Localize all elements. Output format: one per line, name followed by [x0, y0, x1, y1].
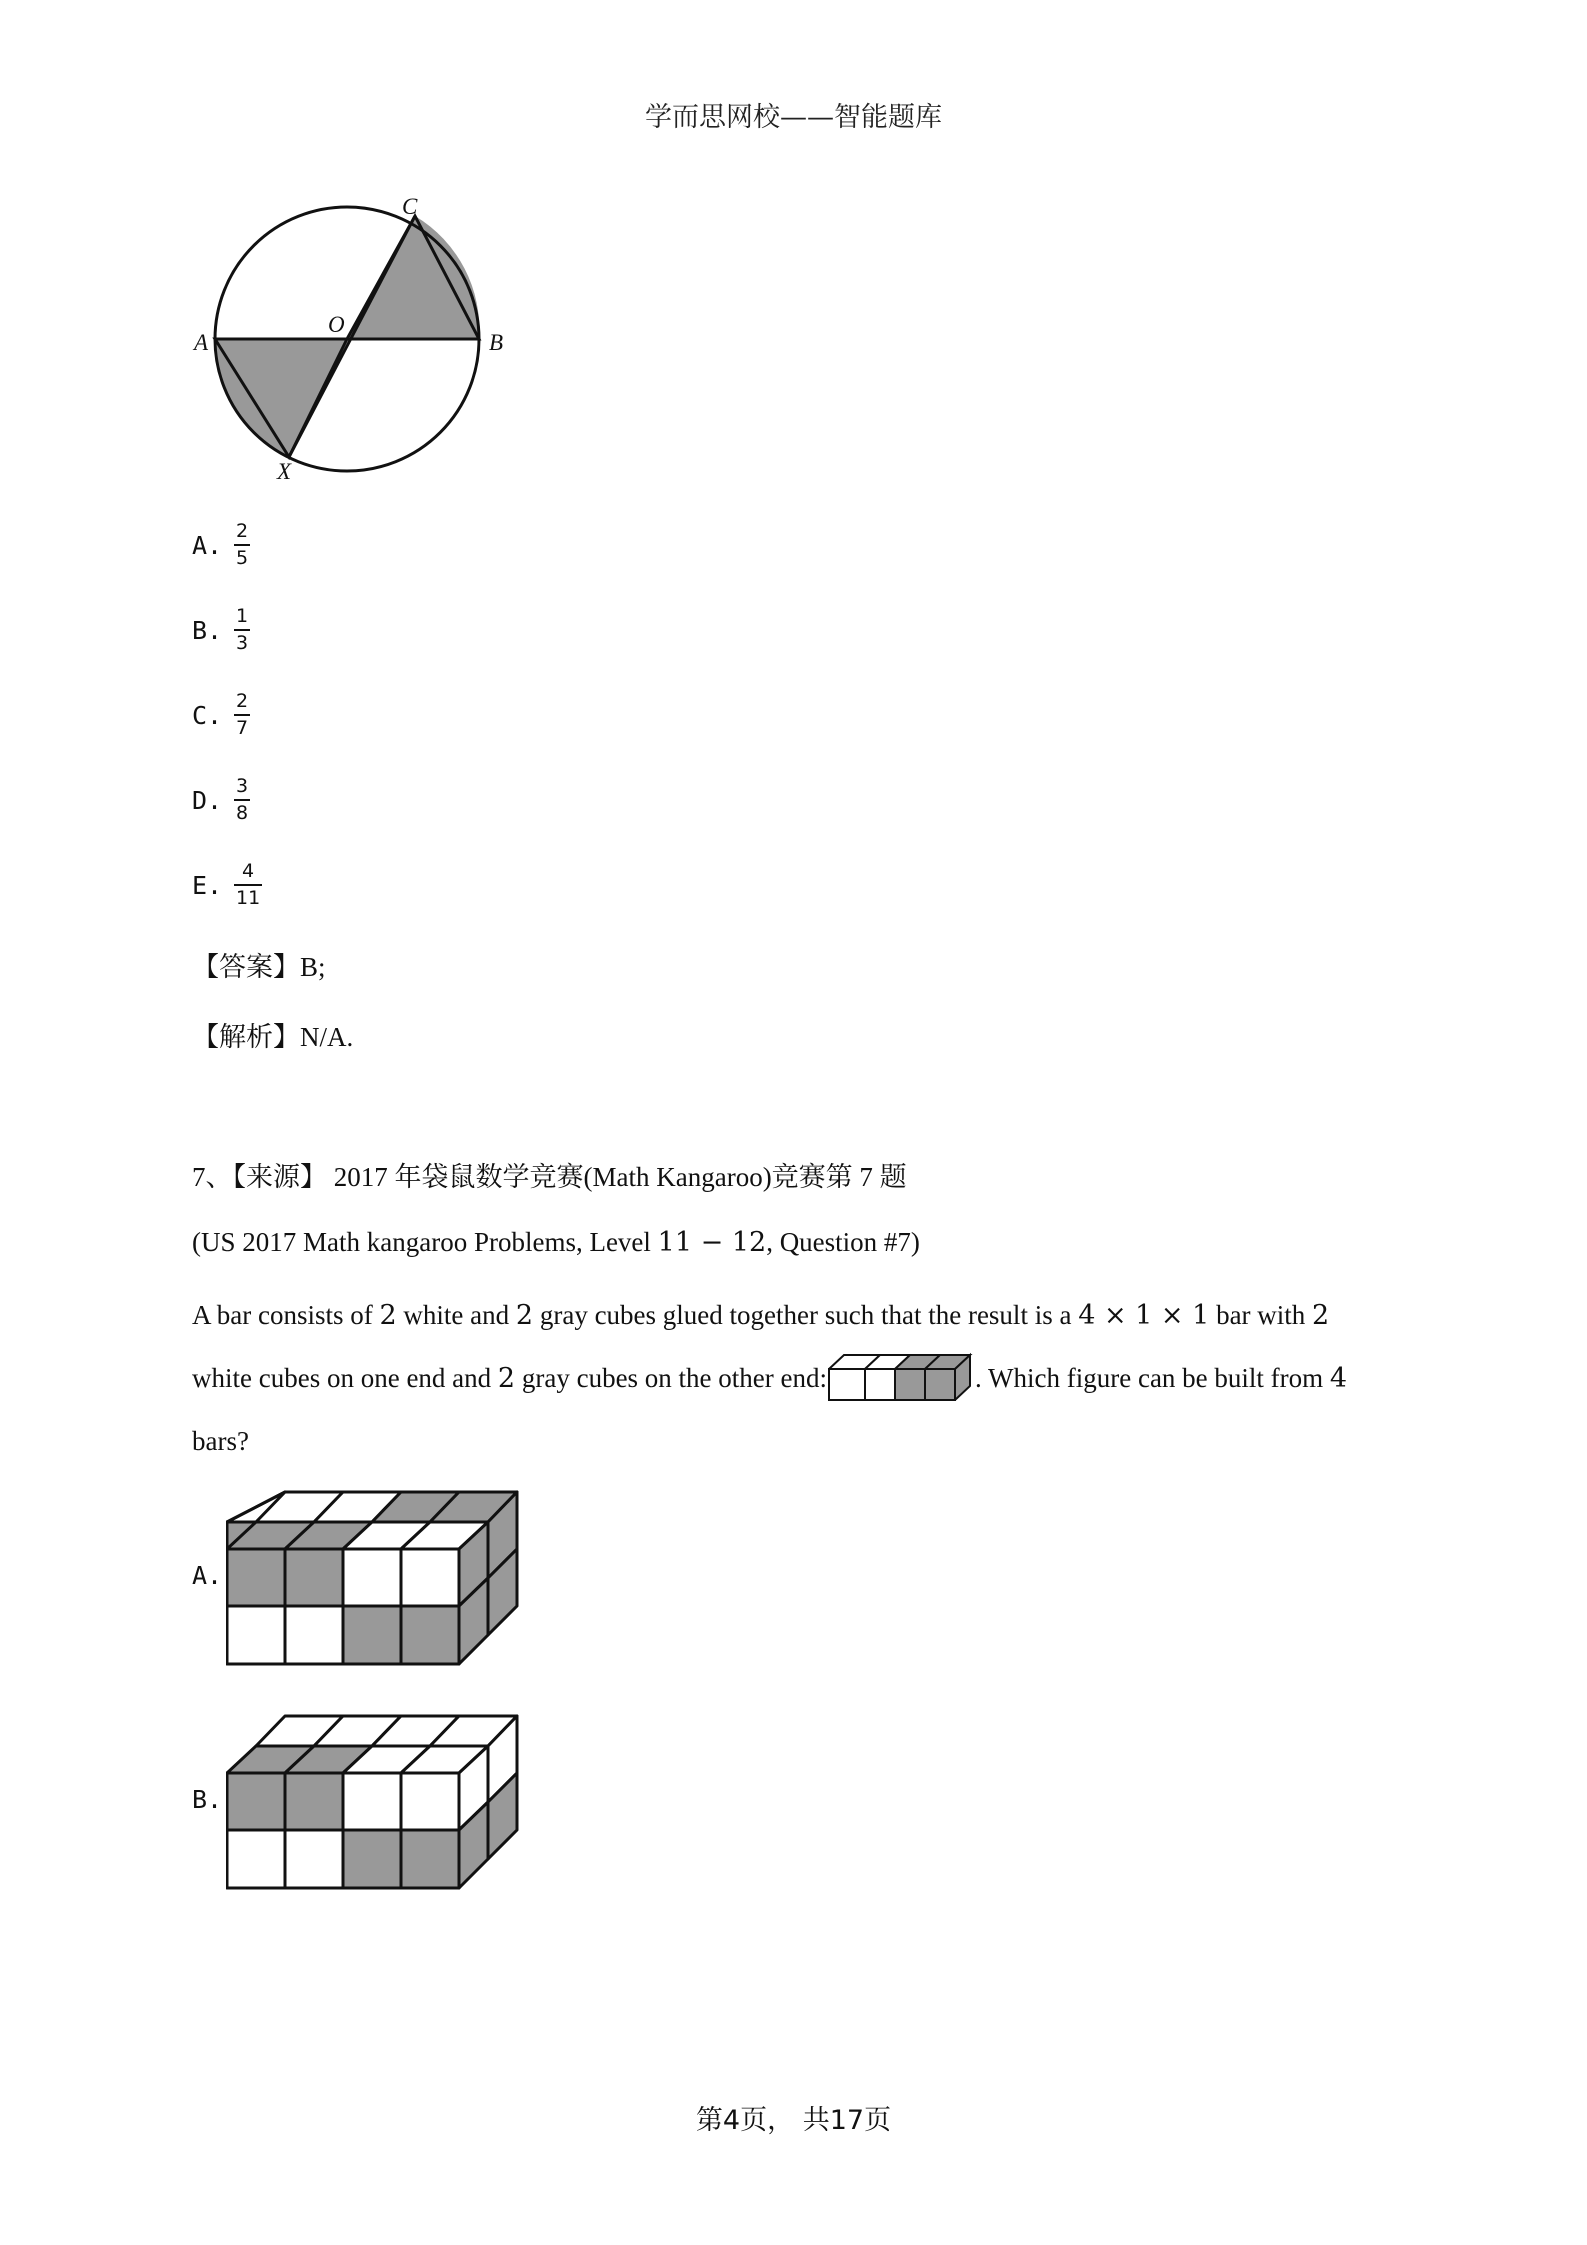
answer-line [192, 945, 326, 984]
analysis-value: N/A. [300, 1022, 354, 1052]
question7-body: A bar consists of 2 white and 2 gray cubes glued together such that the result is a 4 × 1 × 1 bar with 2 white cubes on one end and 2 gray cubes on the other end: . Which figure can be built from 4 bars? [192, 1300, 1348, 1456]
option-letter: C. [192, 700, 223, 730]
analysis-line [192, 1015, 353, 1054]
option-letter: D. [192, 785, 223, 815]
fraction: $\frac{1}{3}$ [236, 605, 249, 654]
circle-figure [190, 185, 520, 490]
figure-a-label: A. [192, 1561, 223, 1590]
bar-illustration [828, 1351, 974, 1401]
label-c: C [402, 194, 418, 219]
question7-source [192, 1155, 907, 1194]
source-label: 【来源】 [232, 1162, 327, 1192]
option-d [192, 770, 250, 830]
option-a [192, 515, 250, 575]
fraction: $\frac{2}{7}$ [236, 690, 249, 739]
fraction: $\frac{3}{8}$ [236, 775, 249, 824]
fraction: $\frac{4}{11}$ [236, 860, 261, 909]
option-letter: A. [192, 530, 223, 560]
label-x: X [277, 459, 292, 484]
label-o: O [328, 312, 345, 337]
analysis-label: 【解析】 [192, 1022, 300, 1052]
fraction: $\frac{2}{5}$ [236, 520, 249, 569]
question7-subtitle: (US 2017 Math kangaroo Problems, Level 11 − 12, Question #7) [192, 1227, 920, 1258]
option-letter: B. [192, 615, 223, 645]
figure-a-blocks [226, 1488, 522, 1668]
page-footer: 第4页， 共17页 [695, 2105, 892, 2136]
source-text: 2017 年袋鼠数学竞赛(Math Kangaroo)竞赛第 7 题 [333, 1162, 907, 1192]
answer-label: 【答案】 [192, 952, 300, 982]
option-letter: E. [192, 870, 223, 900]
option-b [192, 600, 250, 660]
label-b: B [489, 330, 504, 355]
option-c [192, 685, 250, 745]
question-number: 7、 [192, 1162, 233, 1192]
label-a: A [194, 330, 209, 355]
figure-b-blocks [226, 1712, 522, 1892]
option-e [192, 855, 262, 915]
figure-b-label: B. [192, 1785, 223, 1814]
answer-value: B; [300, 952, 326, 982]
page-header: 学而思网校——智能题库 [645, 102, 942, 133]
